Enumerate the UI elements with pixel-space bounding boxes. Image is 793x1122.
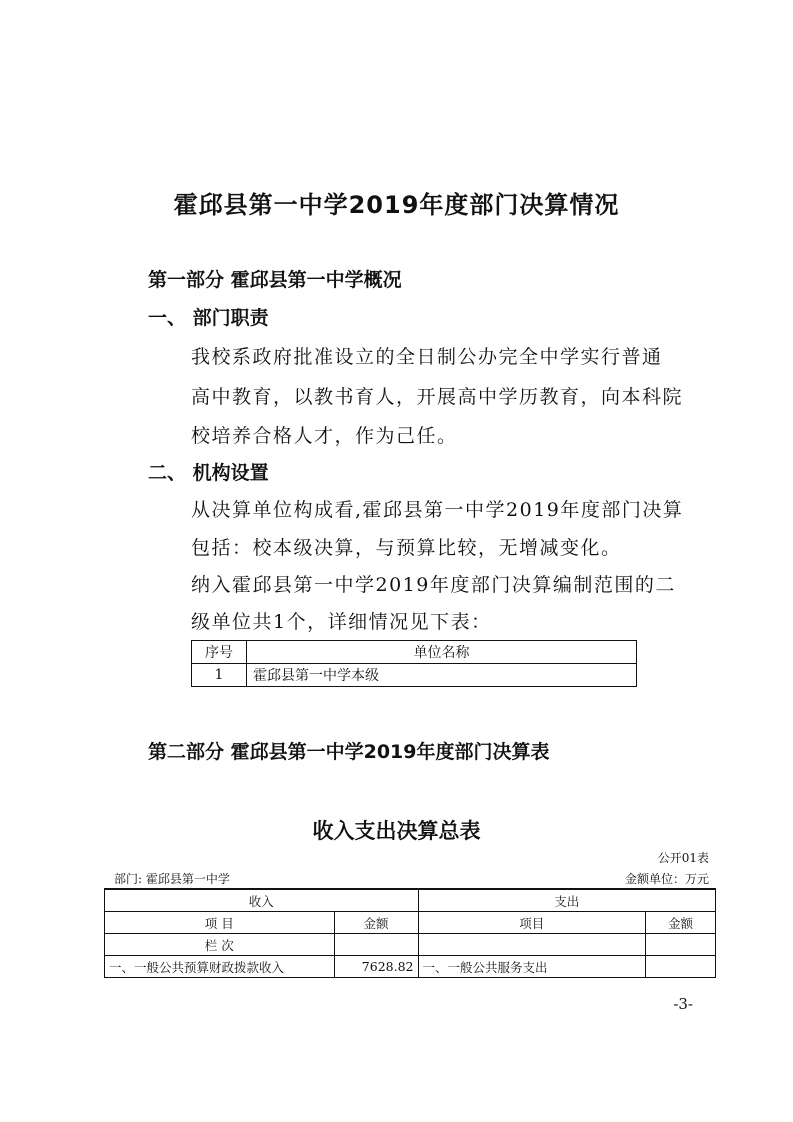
document-title: 霍邱县第一中学2019年度部门决算情况 (173, 191, 620, 219)
sec2-line-1: 从决算单位构成看,霍邱县第一中学2019年度部门决算 (191, 499, 684, 521)
summary-table-group-header (105, 889, 716, 912)
income-amount-cell: 7628.82 (334, 956, 418, 978)
table-code: 公开01表 (657, 851, 709, 865)
sec1-line-2: 高中教育，以教书育人，开展高中学历教育，向本科院 (191, 386, 684, 408)
expense-amount-cell (646, 956, 716, 978)
column-index-cell (334, 934, 418, 956)
unit-table (191, 640, 637, 687)
sec1-heading: 一、 部门职责 (148, 307, 269, 329)
unit-table-cell-name: 霍邱县第一中学本级 (247, 664, 637, 687)
unit-table-cell-no: 1 (192, 664, 247, 687)
income-header: 收入 (105, 889, 419, 912)
income-item-cell: 一、一般公共预算财政拨款收入 (105, 956, 335, 978)
expense-item-cell: 一、一般公共服务支出 (418, 956, 646, 978)
sec1-line-3: 校培养合格人才，作为己任。 (191, 425, 458, 447)
column-index-label: 栏 次 (105, 934, 335, 956)
summary-table-column-header (105, 912, 716, 934)
expense-item-header: 项目 (418, 912, 646, 934)
sec2-line-3: 纳入霍邱县第一中学2019年度部门决算编制范围的二 (191, 574, 676, 596)
sec1-line-1: 我校系政府批准设立的全日制公办完全中学实行普通 (191, 346, 663, 368)
part2-heading: 第二部分 霍邱县第一中学2019年度部门决算表 (148, 741, 550, 763)
income-item-header: 项 目 (105, 912, 335, 934)
summary-table-column-index-row (105, 934, 716, 956)
column-index-cell (646, 934, 716, 956)
table-row (105, 956, 716, 978)
department-label: 部门: 霍邱县第一中学 (114, 872, 230, 886)
page-number: -3- (673, 995, 693, 1013)
summary-table (104, 888, 716, 978)
part1-heading: 第一部分 霍邱县第一中学概况 (148, 269, 402, 291)
sec2-line-2: 包括：校本级决算，与预算比较，无增减变化。 (191, 537, 622, 559)
income-amount-header: 金额 (334, 912, 418, 934)
expense-header: 支出 (418, 889, 716, 912)
sec2-heading: 二、 机构设置 (148, 462, 269, 484)
expense-amount-header: 金额 (646, 912, 716, 934)
summary-table-title: 收入支出决算总表 (312, 819, 481, 843)
sec2-line-4: 级单位共1个，详细情况见下表： (191, 611, 492, 633)
column-index-cell (418, 934, 646, 956)
unit-table-header (192, 641, 637, 664)
unit-table-header-name: 单位名称 (247, 641, 637, 664)
amount-unit-label: 金额单位：万元 (624, 872, 709, 886)
table-row (192, 664, 637, 687)
unit-table-header-no: 序号 (192, 641, 247, 664)
